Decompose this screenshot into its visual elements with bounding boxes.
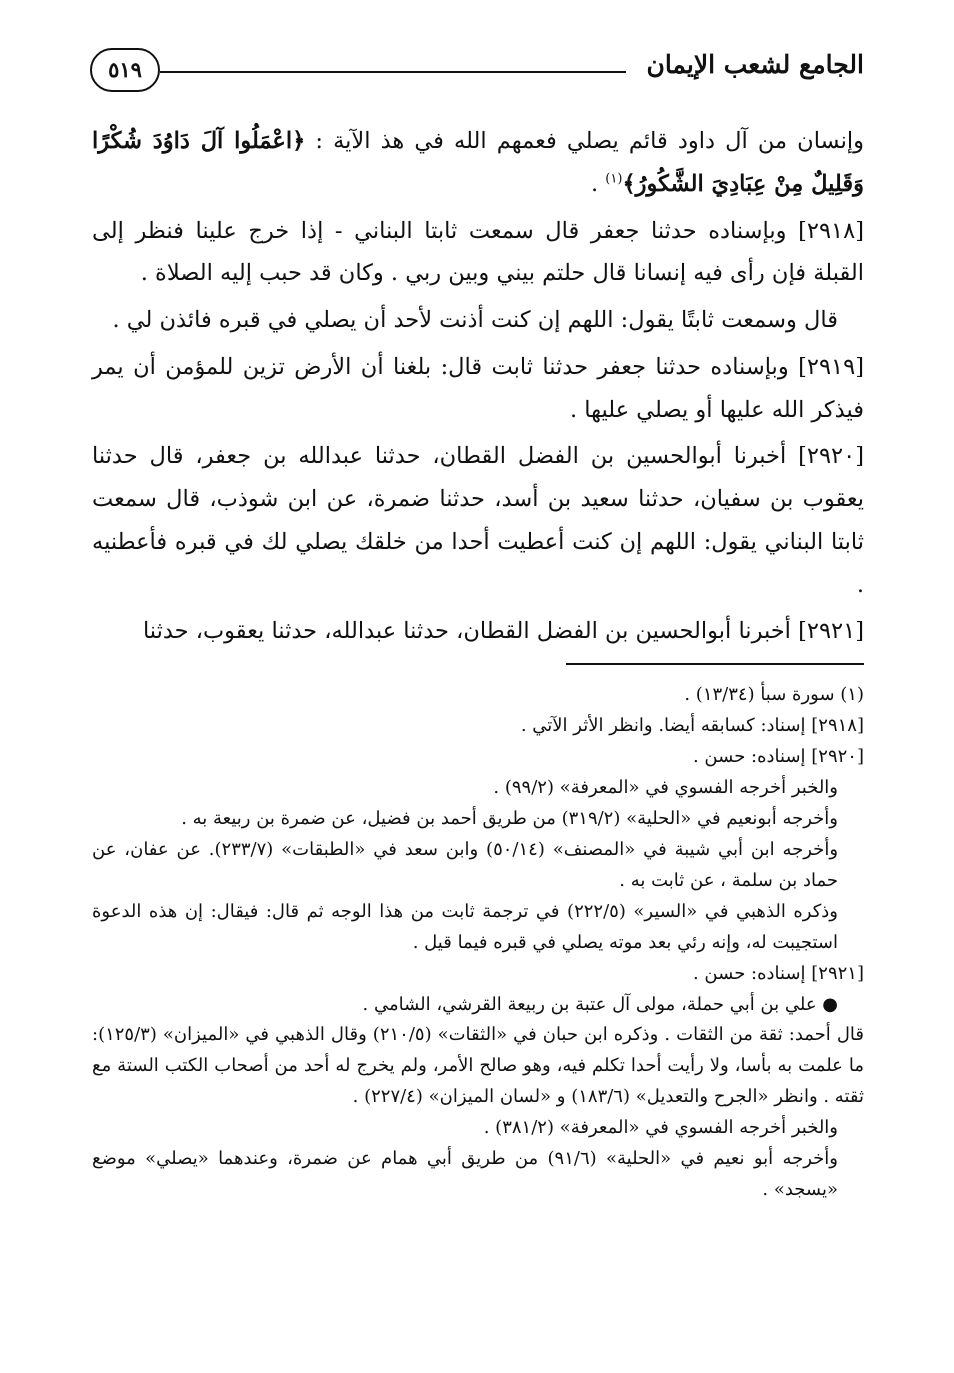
note-line: وأخرجه أبونعيم في «الحلية» (٣١٩/٢) من طريق أحمد بن فضيل، عن ضمرة بن ربيعة به . [181,807,838,829]
note-2920: [٢٩٢٠] إسناده: حسن . [692,745,864,767]
footnote-separator [566,663,864,665]
hadith-number: [٢٩١٨] [798,217,864,244]
hadith-text: وبإسناده حدثنا جعفر حدثنا ثابت قال: بلغنا أن الأرض تزين للمؤمن أن يمر فيذكر الله عليها أو يصلي عليها . [92,353,864,423]
verse-end: . [590,170,606,197]
page-number-badge: ٥١٩ [90,48,160,92]
hadith-number: [٢٩١٩] [798,353,864,380]
paragraph-2921 [92,610,864,653]
narrator-bullet: ● علي بن أبي حملة، مولى آل عتبة بن ربيعة القرشي، الشامي . [362,993,838,1015]
quran-verse: ﴿اعْمَلُوا آلَ دَاوُدَ شُكْرًا وَقَلِيلٌ مِنْ عِبَادِيَ الشَّكُورُ﴾ [92,128,864,197]
footnote-1: (١) سورة سبأ (١٣/٣٤) . [684,684,864,705]
hadith-number: [٢٩٢٠] [798,443,864,470]
page-header [90,40,864,110]
note-line: والخبر أخرجه الفسوي في «المعرفة» (٣٨١/٢) . [483,1117,838,1139]
hadith-text: قال وسمعت ثابتًا يقول: اللهم إن كنت أذنت لأحد أن يصلي في قبره فائذن لي . [112,307,838,333]
paragraph-2919 [92,346,864,432]
hadith-number: [٢٩٢١] [798,618,864,645]
note-line: والخبر أخرجه الفسوي في «المعرفة» (٩٩/٢) . [493,776,838,798]
note-line: وذكره الذهبي في «السير» (٢٢٢/٥) في ترجمة ثابت من هذا الوجه ثم قال: فيقال: إن هذه الدعوة استجيبت له، وإنه رئي بعد موته يصلي في قبره فيما قيل . [92,900,838,953]
hadith-text: أخبرنا أبوالحسين بن الفضل القطان، حدثنا عبدالله، حدثنا يعقوب، حدثنا [142,618,799,645]
running-title: الجامع لشعب الإيمان [646,50,864,79]
note-2918: [٢٩١٨] إسناد: كسابقه أيضا. وانظر الأثر الآتي . [520,714,864,736]
paragraph-2920 [92,435,864,606]
paragraph-verse [92,120,864,206]
paragraph-2918 [92,210,864,296]
footnote-ref: (١) [605,171,623,187]
note-line: وأخرجه أبو نعيم في «الحلية» (٩١/٦) من طريق أبي همام عن ضمرة، وعندهما «يصلي» موضع «يسجد» . [92,1148,839,1201]
verse-intro: وإنسان من آل داود قائم يصلي فعمهم الله في هذ الآية : [305,128,865,154]
hadith-text: وبإسناده حدثنا جعفر قال سمعت ثابتا البناني - إذا خرج علينا فنظر إلى القبلة فإن رأى فيه إنسانا قال حلتم بيني وبين ربي . وكان قد حبب إليه الصلاة . [92,217,864,287]
note-line: وأخرجه ابن أبي شيبة في «المصنف» (٥٠/١٤) وابن سعد في «الطبقات» (٢٣٣/٧). عن عفان، عن حماد بن سلمة ، عن ثابت به . [92,838,839,891]
paragraph-2918-cont [92,299,864,342]
main-text [92,120,864,657]
hadith-text: أخبرنا أبوالحسين بن الفضل القطان، حدثنا عبدالله بن جعفر، قال حدثنا يعقوب بن سفيان، حدثنا سعيد بن أسد، حدثنا ضمرة، عن ابن شوذب، قال سمعت ثابتا البناني يقول: اللهم إن كنت أعطيت أحدا من خلقك يصلي لك في قبره فأعطنيه . [92,443,864,598]
note-2921: [٢٩٢١] إسناده: حسن . [692,962,864,984]
note-line: قال أحمد: ثقة من الثقات . وذكره ابن حبان في «الثقات» (٢١٠/٥) وقال الذهبي في «الميزان» (١٢٥/٣): ما علمت به بأسا، ولا رأيت أحدا تكلم فيه، وهو صالح الأمر، ولم يخرج له أحد من أصحاب الكتب الستة مع ثقته . وانظر «الجرح والتعديل» (١٨٣/٦) و «لسان الميزان» (٢٢٧/٤) . [92,1024,864,1108]
footnotes [92,680,864,1206]
header-rule [160,71,626,73]
